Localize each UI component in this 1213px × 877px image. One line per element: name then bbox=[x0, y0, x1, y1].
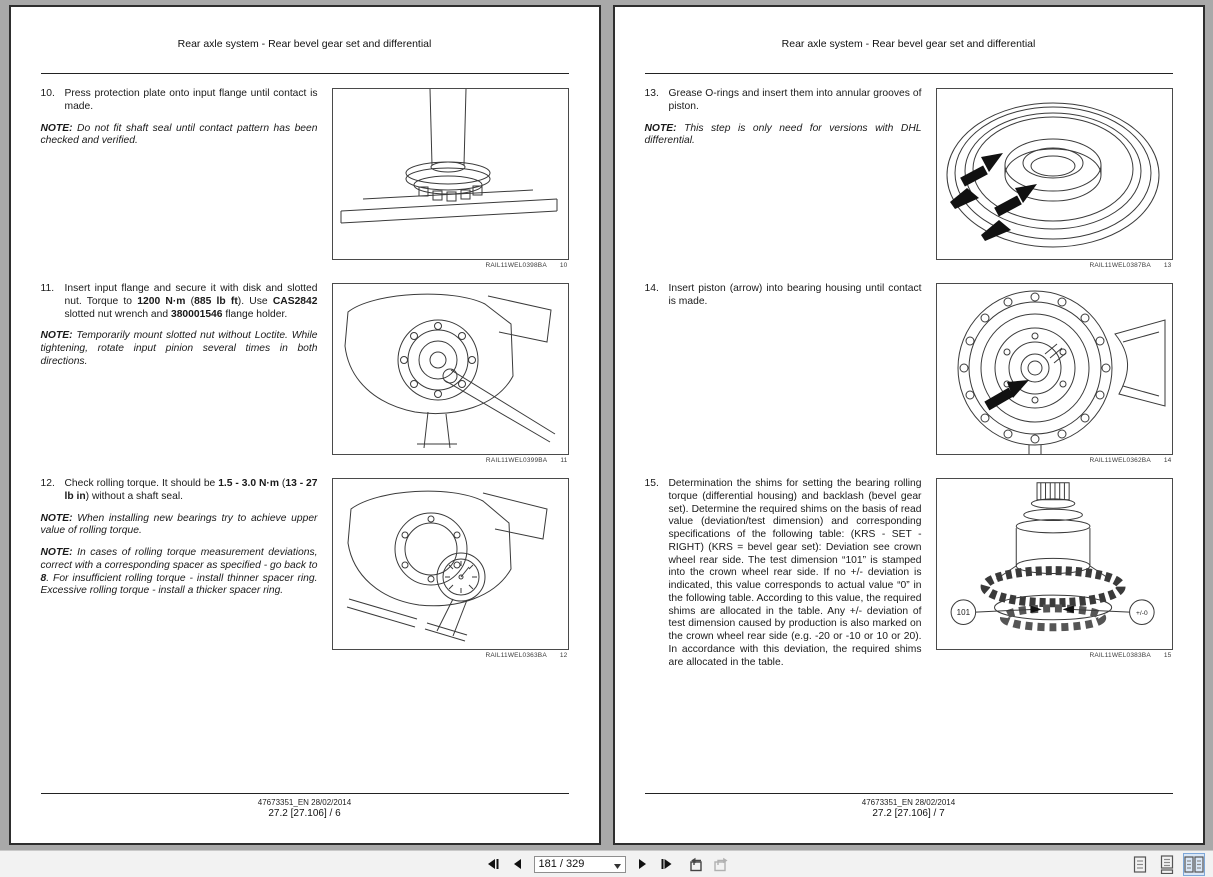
step-number: 10. bbox=[40, 88, 55, 99]
note-text: This step is only need for versions with DHL differential. bbox=[644, 122, 922, 147]
figure-caption bbox=[936, 457, 1173, 464]
note-paragraph bbox=[645, 123, 922, 149]
next-view-icon bbox=[712, 857, 729, 872]
step-row bbox=[645, 283, 1173, 478]
step-14 bbox=[645, 283, 922, 309]
note-label: NOTE: bbox=[40, 330, 73, 342]
step-text: Grease O-rings and insert them into annular grooves of piston. bbox=[668, 88, 922, 112]
figure-code: RAIL11WEL0383BA bbox=[1089, 652, 1151, 659]
continuous-view-icon bbox=[1160, 855, 1174, 874]
figure-code: RAIL11WEL0363BA bbox=[485, 652, 547, 659]
figure-caption bbox=[332, 262, 569, 269]
running-header: Rear axle system - Rear bevel gear set and differential bbox=[177, 38, 432, 50]
figure-13 bbox=[936, 88, 1173, 260]
facing-page-view-icon bbox=[1184, 856, 1204, 873]
step-text: Check rolling torque. It should be 1.5 - 3.0 N·m (13 - 27 lb in) without a shaft seal. bbox=[64, 478, 318, 502]
figure-caption bbox=[332, 457, 569, 464]
step-number: 11. bbox=[40, 283, 55, 294]
figure-12 bbox=[332, 478, 569, 650]
next-page-button[interactable] bbox=[633, 855, 651, 873]
step-15 bbox=[645, 478, 922, 669]
previous-page-button[interactable] bbox=[509, 855, 527, 873]
step-row bbox=[41, 283, 569, 478]
document-page-right bbox=[613, 5, 1205, 845]
figure-number: 12 bbox=[559, 652, 568, 659]
continuous-view-button[interactable] bbox=[1156, 853, 1178, 876]
note-text: In cases of rolling torque measurement deviations, correct with a corresponding spacer as specified - go back to 8. For insufficient rolling torque - install thinner spacer ring. Excessive rolling torque - install a thicker spacer ring. bbox=[40, 547, 318, 597]
figure-number: 14 bbox=[1163, 457, 1172, 464]
footer-rule bbox=[645, 793, 1173, 794]
note-paragraph bbox=[41, 513, 318, 539]
note-paragraph bbox=[41, 547, 318, 598]
first-page-icon bbox=[486, 857, 500, 871]
footer-doc-id: 47673351_EN 28/02/2014 bbox=[257, 798, 352, 807]
step-row bbox=[41, 478, 569, 659]
step-row bbox=[645, 478, 1173, 669]
page-navigation bbox=[484, 855, 730, 873]
note-label: NOTE: bbox=[40, 122, 73, 134]
header-rule bbox=[41, 73, 569, 74]
step-12 bbox=[41, 478, 318, 504]
note-text: Do not fit shaft seal until contact pattern has been checked and verified. bbox=[40, 122, 318, 147]
next-page-icon bbox=[635, 857, 649, 871]
previous-page-icon bbox=[511, 857, 525, 871]
figure-11 bbox=[332, 283, 569, 455]
header-rule bbox=[645, 73, 1173, 74]
bearing-housing-illustration bbox=[937, 284, 1172, 454]
figure-code: RAIL11WEL0398BA bbox=[485, 262, 547, 269]
viewer-toolbar bbox=[0, 850, 1213, 877]
slotted-nut-wrench-illustration bbox=[333, 284, 568, 454]
figure-number: 10 bbox=[559, 262, 568, 269]
callout-deviation-label: +/-0 bbox=[1135, 610, 1148, 617]
next-view-button[interactable] bbox=[712, 855, 730, 873]
previous-view-icon bbox=[687, 857, 704, 872]
previous-view-button[interactable] bbox=[687, 855, 705, 873]
step-number: 14. bbox=[644, 283, 659, 294]
figure-number: 11 bbox=[560, 457, 568, 464]
differential-crown-wheel-illustration bbox=[937, 479, 1172, 649]
step-text: Insert input flange and secure it with disk and slotted nut. Torque to 1200 N·m (885 lb ft). Use CAS2842 slotted nut wrench and 380001546 flange holder. bbox=[64, 283, 318, 320]
document-page-left bbox=[9, 5, 601, 845]
page-footer-left bbox=[41, 793, 569, 843]
last-page-button[interactable] bbox=[658, 855, 676, 873]
step-text: Determination the shims for setting the bearing rolling torque (differential housing) and backlash (bevel gear set). Determine the required shims on the basis of read value (deviation/test dimension) and corresponding specifications of the following table: (KRS - SET - RIGHT) (KRS = bevel gear set): Deviation see crown wheel rear side. The test dimension “101” is stamped into the crown wheel rear side. If no +/- deviation is indicated, this value corresponds to actual value “0” in the following table. According to this value, the required shims are allocated in the table. Any +/- deviation of test dimension caused by production is also marked on the crown wheel rear side (e.g. -20 or -10 or 10 or 20). In accordance with this deviation, the required shims are allocated in the table. bbox=[668, 478, 922, 668]
figure-caption bbox=[936, 262, 1173, 269]
last-page-icon bbox=[660, 857, 674, 871]
single-page-view-icon bbox=[1133, 856, 1147, 873]
rolling-torque-gauge-illustration bbox=[333, 479, 568, 649]
running-header: Rear axle system - Rear bevel gear set and differential bbox=[781, 38, 1036, 50]
figure-code: RAIL11WEL0399BA bbox=[485, 457, 548, 464]
step-number: 12. bbox=[40, 478, 55, 489]
facing-page-view-button[interactable] bbox=[1183, 853, 1205, 876]
figure-code: RAIL11WEL0362BA bbox=[1089, 457, 1151, 464]
page-number-combo[interactable] bbox=[534, 856, 626, 873]
step-11 bbox=[41, 283, 318, 321]
step-text: Insert piston (arrow) into bearing housing until contact is made. bbox=[668, 283, 922, 307]
step-row bbox=[41, 88, 569, 283]
figure-caption bbox=[936, 652, 1173, 659]
figure-number: 15 bbox=[1163, 652, 1172, 659]
step-number: 15. bbox=[644, 478, 659, 489]
single-page-view-button[interactable] bbox=[1129, 853, 1151, 876]
step-number: 13. bbox=[644, 88, 659, 99]
first-page-button[interactable] bbox=[484, 855, 502, 873]
note-text: Temporarily mount slotted nut without Loctite. While tightening, rotate input pinion several times in both directions. bbox=[40, 330, 318, 367]
step-13 bbox=[645, 88, 922, 114]
step-row bbox=[645, 88, 1173, 283]
footer-section-page: 27.2 [27.106] / 6 bbox=[268, 808, 341, 819]
figure-caption bbox=[332, 652, 569, 659]
note-paragraph bbox=[41, 330, 318, 368]
footer-section-page: 27.2 [27.106] / 7 bbox=[872, 808, 945, 819]
page-footer-right bbox=[645, 793, 1173, 843]
chevron-down-icon[interactable] bbox=[614, 864, 621, 869]
input-flange-illustration bbox=[333, 89, 568, 259]
figure-code: RAIL11WEL0387BA bbox=[1089, 262, 1151, 269]
figure-10 bbox=[332, 88, 569, 260]
footer-doc-id: 47673351_EN 28/02/2014 bbox=[861, 798, 956, 807]
step-text: Press protection plate onto input flange until contact is made. bbox=[64, 88, 318, 112]
callout-101-label: 101 bbox=[956, 608, 970, 617]
page-layout-controls bbox=[1129, 853, 1205, 876]
page-body-right bbox=[645, 88, 1173, 793]
page-number-input[interactable] bbox=[535, 857, 611, 872]
step-10 bbox=[41, 88, 318, 114]
figure-14 bbox=[936, 283, 1173, 455]
piston-orings-illustration bbox=[937, 89, 1172, 259]
note-paragraph bbox=[41, 123, 318, 149]
note-label: NOTE: bbox=[40, 547, 73, 559]
note-text: When installing new bearings try to achieve upper value of rolling torque. bbox=[40, 512, 318, 537]
footer-rule bbox=[41, 793, 569, 794]
note-label: NOTE: bbox=[40, 512, 73, 524]
figure-15 bbox=[936, 478, 1173, 650]
page-body-left bbox=[41, 88, 569, 793]
note-label: NOTE: bbox=[644, 122, 677, 134]
figure-number: 13 bbox=[1163, 262, 1172, 269]
